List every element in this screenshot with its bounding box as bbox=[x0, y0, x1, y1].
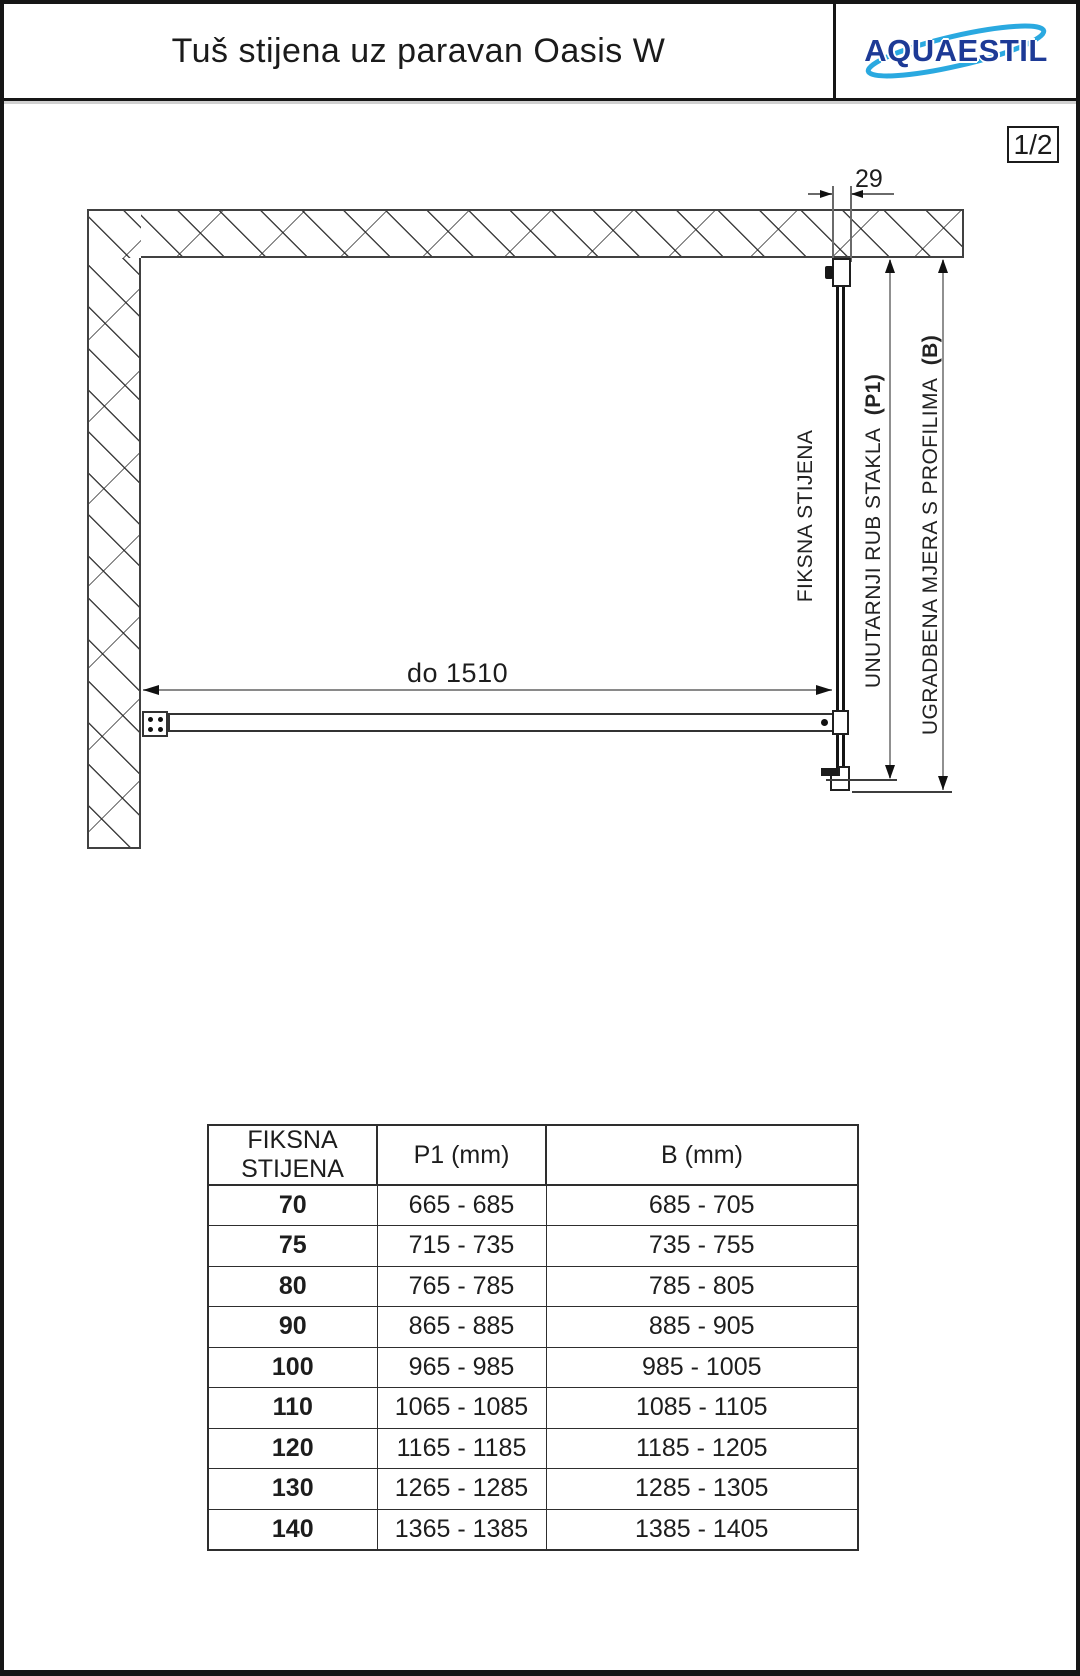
cell-size: 80 bbox=[208, 1266, 377, 1307]
cell-p1: 965 - 985 bbox=[377, 1347, 546, 1388]
table-row bbox=[208, 1226, 858, 1267]
label-fixed-panel bbox=[794, 430, 818, 602]
bracket-screw-icon bbox=[158, 727, 163, 732]
label-b-text: UGRADBENA MJERA S PROFILIMA bbox=[919, 377, 942, 736]
table-row bbox=[208, 1469, 858, 1510]
cell-b: 1385 - 1405 bbox=[546, 1509, 858, 1550]
cell-size: 140 bbox=[208, 1509, 377, 1550]
dimension-table bbox=[207, 1124, 859, 1551]
cell-size: 70 bbox=[208, 1185, 377, 1226]
cell-b: 735 - 755 bbox=[546, 1226, 858, 1267]
support-bar bbox=[168, 713, 834, 732]
wall-bracket bbox=[142, 711, 168, 737]
cell-b: 885 - 905 bbox=[546, 1307, 858, 1348]
width-arrow-right-icon bbox=[816, 685, 832, 695]
cell-size: 90 bbox=[208, 1307, 377, 1348]
cell-size: 110 bbox=[208, 1388, 377, 1429]
label-p1 bbox=[862, 374, 886, 688]
width-dim-line bbox=[143, 689, 832, 691]
wall-profile bbox=[832, 258, 851, 287]
col-header-fiksna: FIKSNA STIJENA bbox=[208, 1125, 377, 1185]
bracket-screw-icon bbox=[148, 717, 153, 722]
wall-top-section bbox=[141, 209, 964, 258]
cell-b: 1085 - 1105 bbox=[546, 1388, 858, 1429]
bracket-screw-icon bbox=[148, 727, 153, 732]
p1-extension-line bbox=[826, 779, 897, 781]
profile-knob bbox=[825, 266, 833, 279]
cell-p1: 1165 - 1185 bbox=[377, 1428, 546, 1469]
table-row bbox=[208, 1347, 858, 1388]
cell-size: 120 bbox=[208, 1428, 377, 1469]
label-b bbox=[919, 335, 943, 735]
table-row bbox=[208, 1266, 858, 1307]
cell-p1: 1265 - 1285 bbox=[377, 1469, 546, 1510]
label-p1-text: UNUTARNJI RUB STAKLA bbox=[862, 427, 885, 689]
bracket-screw-icon bbox=[158, 717, 163, 722]
wall-corner-section bbox=[87, 209, 141, 258]
dim29-arrow-right-icon bbox=[820, 190, 832, 198]
logo-text: AQUAESTIL bbox=[864, 33, 1048, 68]
cell-b: 1285 - 1305 bbox=[546, 1469, 858, 1510]
label-b-code: (B) bbox=[919, 334, 942, 366]
table-row bbox=[208, 1307, 858, 1348]
cell-p1: 1365 - 1385 bbox=[377, 1509, 546, 1550]
cell-b: 985 - 1005 bbox=[546, 1347, 858, 1388]
width-dim-value: do 1510 bbox=[407, 658, 509, 688]
cell-p1: 665 - 685 bbox=[377, 1185, 546, 1226]
cell-p1: 1065 - 1085 bbox=[377, 1388, 546, 1429]
b-extension-line bbox=[852, 791, 952, 793]
glass-clamp bbox=[832, 710, 849, 735]
table-header-row bbox=[208, 1125, 858, 1185]
table-row bbox=[208, 1428, 858, 1469]
cell-p1: 715 - 735 bbox=[377, 1226, 546, 1267]
b-arrow-down-icon bbox=[938, 776, 948, 790]
glass-panel bbox=[836, 287, 845, 769]
p1-arrow-down-icon bbox=[885, 765, 895, 779]
label-fixed-panel-text: FIKSNA STIJENA bbox=[794, 429, 817, 603]
cell-size: 75 bbox=[208, 1226, 377, 1267]
col-header-p1: P1 (mm) bbox=[377, 1125, 546, 1185]
page-number: 1/2 bbox=[1013, 128, 1053, 160]
col-header-b: B (mm) bbox=[546, 1125, 858, 1185]
dim29-extension-left bbox=[832, 186, 834, 259]
cell-p1: 865 - 885 bbox=[377, 1307, 546, 1348]
cell-b: 1185 - 1205 bbox=[546, 1428, 858, 1469]
label-p1-code: (P1) bbox=[862, 373, 885, 416]
cell-b: 685 - 705 bbox=[546, 1185, 858, 1226]
cell-p1: 765 - 785 bbox=[377, 1266, 546, 1307]
p1-dim-line bbox=[889, 260, 891, 778]
cell-size: 130 bbox=[208, 1469, 377, 1510]
b-arrow-up-icon bbox=[938, 259, 948, 273]
table-row bbox=[208, 1388, 858, 1429]
dim29-value: 29 bbox=[855, 165, 883, 193]
width-arrow-left-icon bbox=[143, 685, 159, 695]
page-title: Tuš stijena uz paravan Oasis W bbox=[171, 31, 666, 70]
clamp-screw-icon bbox=[821, 719, 828, 726]
table-row bbox=[208, 1185, 858, 1226]
wall-left-section bbox=[87, 258, 141, 849]
cell-size: 100 bbox=[208, 1347, 377, 1388]
p1-arrow-up-icon bbox=[885, 259, 895, 273]
cell-b: 785 - 805 bbox=[546, 1266, 858, 1307]
table-row bbox=[208, 1509, 858, 1550]
